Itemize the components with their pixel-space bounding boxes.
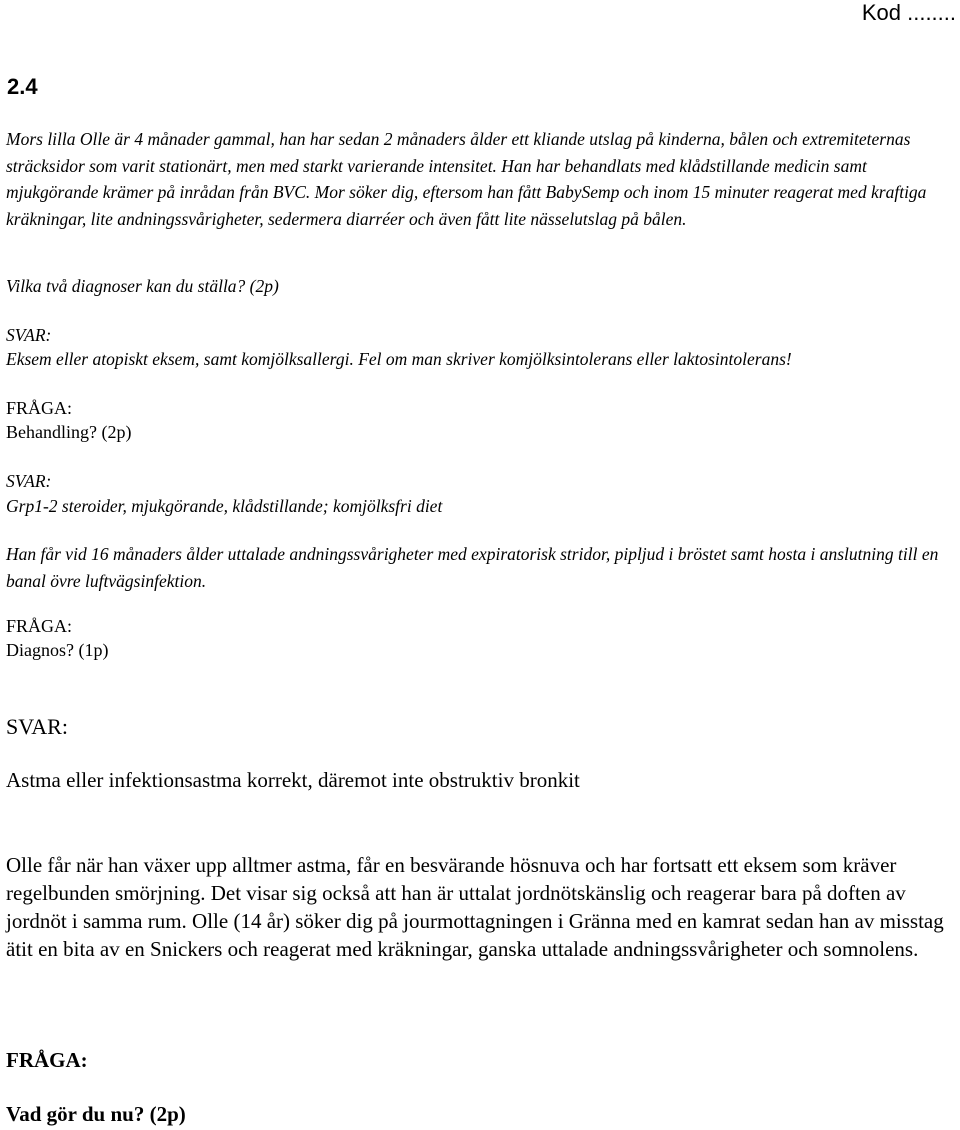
question-label: FRÅGA: [6, 398, 73, 418]
followup-paragraph: Han får vid 16 månaders ålder uttalade andningssvårigheter med expiratorisk stridor, pipljud i bröstet samt hosta i anslutning till en banal övre luftvägsinfektion. [6, 544, 939, 591]
case-intro-paragraph: Mors lilla Olle är 4 månader gammal, han har sedan 2 månaders ålder ett kliande utslag på kinderna, bålen och extremiteternas sträcksidor som varit stationärt, men med starkt varierande intensitet. Han har behandlats med klådstillande medicin samt mjukgörande krämer på inrådan från BVC. Mor söker dig, eftersom han fått BabySemp och inom 15 minuter reagerat med kraftiga kräkningar, lite andningssvårigheter, sedermera diarréer och även fått lite nässelutslag på bålen. [6, 129, 927, 229]
question-treatment: Behandling? (2p) [6, 422, 132, 442]
question-diagnosis: Diagnos? (1p) [6, 640, 109, 660]
answer-label: SVAR: [6, 471, 52, 491]
answer-diagnosis: Astma eller infektionsastma korrekt, däremot inte obstruktiv bronkit [6, 768, 580, 792]
question-diagnoses: Vilka två diagnoser kan du ställa? (2p) [6, 276, 279, 296]
answer-label: SVAR: [6, 325, 52, 345]
question-label: FRÅGA: [6, 1048, 88, 1072]
answer-treatment: Grp1-2 steroider, mjukgörande, klådstillande; komjölksfri diet [6, 496, 443, 516]
question-label: FRÅGA: [6, 616, 73, 636]
answer-label: SVAR: [6, 714, 68, 739]
question-what-now: Vad gör du nu? (2p) [6, 1102, 186, 1126]
section-number: 2.4 [7, 74, 38, 99]
scenario-paragraph: Olle får när han växer upp alltmer astma, får en besvärande hösnuva och har fortsatt ett eksem som kräver regelbunden smörjning. Det visar sig också att han är uttalat jordnötskänslig och reagerar bara på doften av jordnöt i samma rum. Olle (14 år) söker dig på jourmottagningen i Gränna med en kamrat sedan han av misstag ätit en bita av en Snickers och reagerat med kräkningar, ganska uttalade andningssvårigheter och somnolens. [6, 853, 944, 961]
answer-diagnoses: Eksem eller atopiskt eksem, samt komjölksallergi. Fel om man skriver komjölksintolerans eller laktosintolerans! [6, 349, 792, 369]
code-field-label: Kod ........ [861, 0, 956, 25]
